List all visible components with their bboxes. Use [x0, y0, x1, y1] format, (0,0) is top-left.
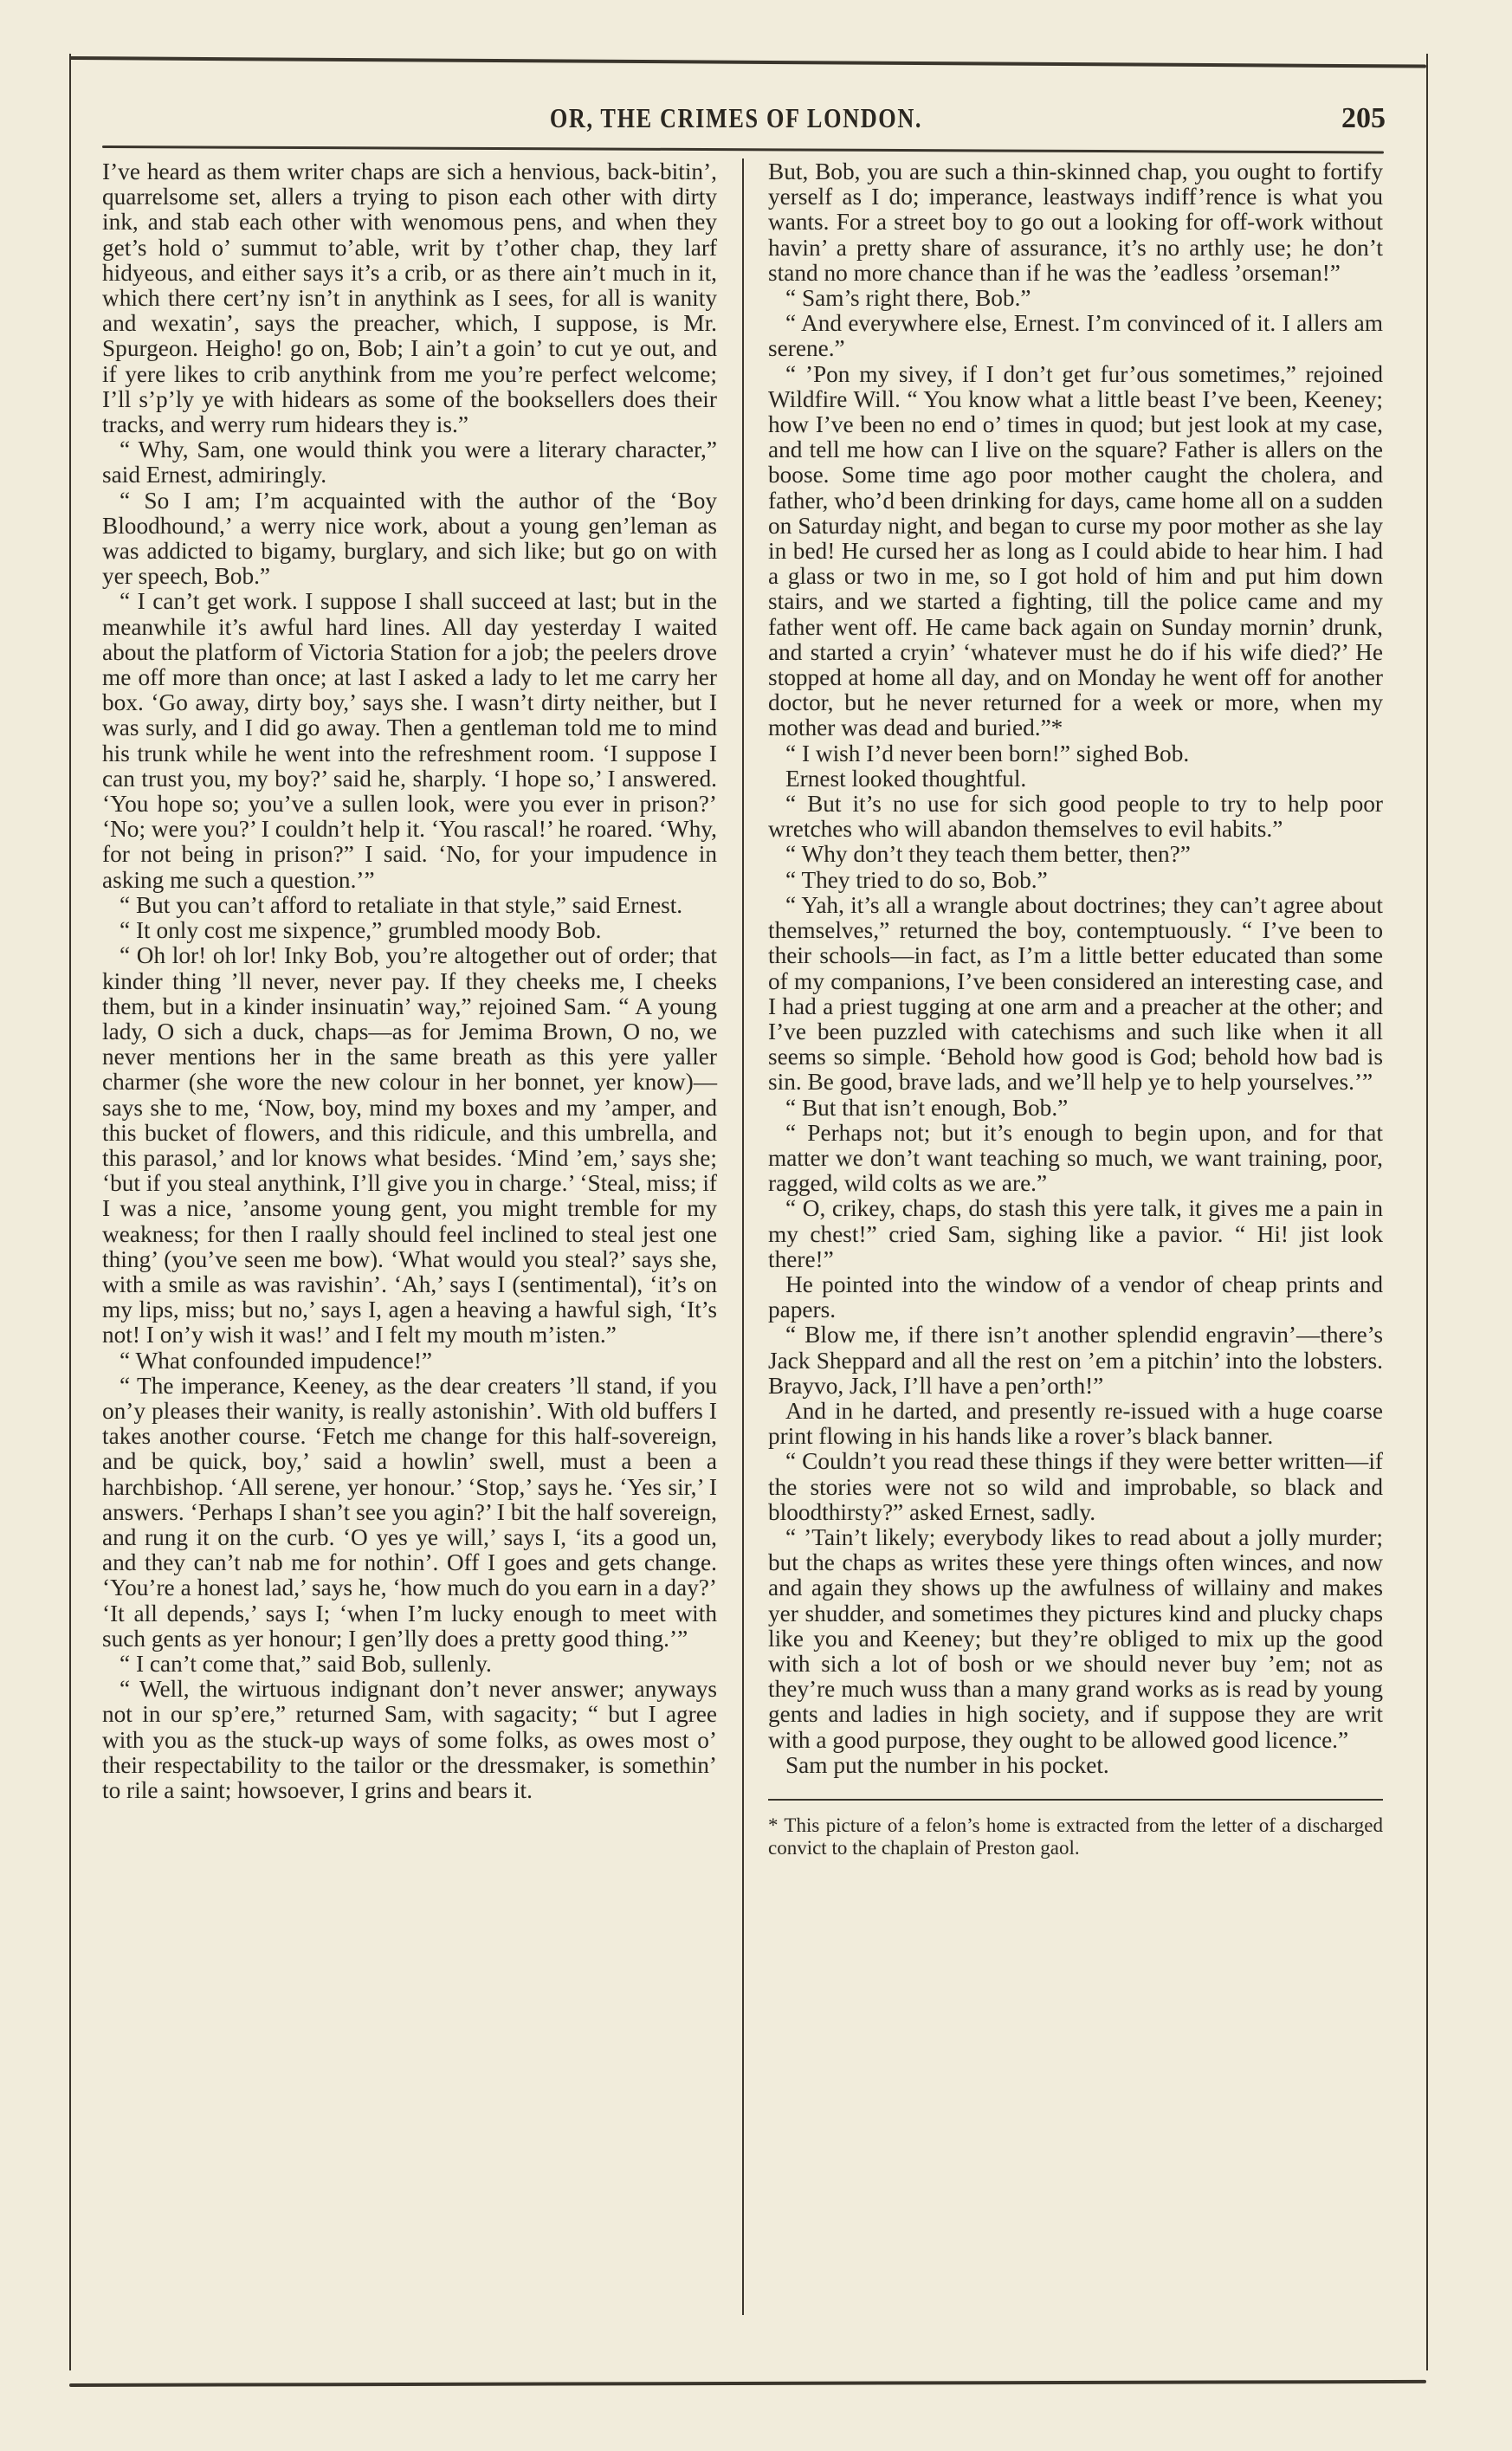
paragraph: “ What confounded impudence!” [120, 1347, 433, 1374]
footnote-rule [768, 1799, 1383, 1801]
paragraph: “ Blow me, if there isn’t another splendid engravin’—there’s Jack Sheppard and all the rest on ’em a pitchin’ into the lobsters. Brayvo, Jack, I’ll have a pen’orth!” [768, 1322, 1383, 1399]
paragraph: “ And everywhere else, Ernest. I’m convinced of it. I allers am serene.” [768, 310, 1383, 362]
right-column [768, 159, 1383, 1859]
paragraph: “ ’Tain’t likely; everybody likes to read about a jolly murder; but the chaps as writes these yere things often winces, and now and again they shows up the awfulness of willainy and makes yer shudder, and sometimes they pictures kind and plucky chaps like you and Keeney; but they’re obliged to mix up the good with sich a lot of bosh or we should never buy ’em; not as they’re much wuss than a many grand works as is read by young gents and ladies in high society, and if suppose they are writ with a good purpose, they ought to be allowed good licence.” [768, 1523, 1383, 1753]
paragraph: “ ’Pon my sivey, if I don’t get fur’ous sometimes,” rejoined Wildfire Will. “ You know what a little beast I’ve been, Keeney; how I’ve been no end o’ times in quod; but jest look at my case, and tell me how can I live on the square? Father is allers on the boose. Some time ago poor mother caught the cholera, and father, who’d been drinking for days, came home all on a sudden on Saturday night, and began to curse my poor mother as she lay in bed! He cursed her as long as I could abide to hear him. I had a glass or two in me, so I got hold of him and put him down stairs, and we started a fighting, till the police came and my father went off. He came back again on Sunday mornin’ drunk, and started a cryin’ ‘whatever must he do if his wife died?’ He stopped at home all day, and on Monday he went off for another doctor, but he never returned for a week or more, when my mother was dead and buried.”* [768, 360, 1383, 741]
paragraph: “ Sam’s right there, Bob.” [785, 285, 1031, 312]
paragraph: “ So I am; I’m acquainted with the author of the ‘Boy Bloodhound,’ a werry nice work, about a young gen’leman as was addicted to bigamy, burglary, and sich like; but go on with yer speech, Bob.” [102, 487, 717, 590]
running-title: OR, THE CRIMES OF LONDON. [549, 102, 923, 133]
running-head [87, 102, 1386, 137]
paragraph: “ Oh lor! oh lor! Inky Bob, you’re altogether out of order; that kinder thing ’ll never, never pay. If they cheeks me, I cheeks them, but in a kinder insinuatin’ way,” rejoined Sam. “ A young lady, O sich a duck, chaps—as for Jemima Brown, O no, we never mentions her in the same breath as this yere yaller charmer (she wore the new colour in her bonnet, yer know)—says she to me, ‘Now, boy, mind my boxes and my ’amper, and this bucket of flowers, and this ridicule, and this umbrella, and this parasol,’ and lor knows what besides. ‘Mind ’em,’ says she; ‘but if you steal anythink, I’ll give you in charge.’ ‘Steal, miss; if I was a nice, ’ansome young gent, you might tremble for my weakness; for then I raally should feel inclined to steal jest one thing’ (you’ve seen me bow). ‘What would you steal?’ says she, with a smile as was ravishin’. ‘Ah,’ says I (sentimental), ‘it’s on my lips, miss; but no,’ says I, agen a heaving a hawful sigh, ‘It’s not! I on’y wish it was!’ and I felt my mouth m’isten.” [102, 942, 717, 1348]
paragraph: I’ve heard as them writer chaps are sich a henvious, back-bitin’, quarrelsome set, allers a trying to pison each other with dirty ink, and stab each other with wenomous pens, and when they get’s hold o’ summut to’able, writ by t’other chap, they larf hidyeous, and either says it’s a crib, or as there ain’t much in it, which there cert’ny isn’t in anythink as I sees, for all is wanity and wexatin’, says the preacher, which, I suppose, is Mr. Spurgeon. Heigho! go on, Bob; I ain’t a goin’ to cut ye out, and if yere likes to crib anythink from me you’re perfect welcome; I’ll s’p’ly ye with hidears as some of the booksellers does their tracks, and werry rum hidears they is.” [102, 158, 717, 438]
page-number: 205 [1341, 102, 1386, 134]
paragraph: “ But that isn’t enough, Bob.” [785, 1094, 1069, 1121]
column-divider [742, 158, 744, 2315]
paragraph: Sam put the number in his pocket. [785, 1751, 1109, 1778]
paragraph: “ But it’s no use for sich good people to try to help poor wretches who will abandon themselves to evil habits.” [768, 791, 1383, 843]
paragraph: Ernest looked thoughtful. [785, 765, 1027, 792]
paragraph: But, Bob, you are such a thin-skinned chap, you ought to fortify yerself as I do; imperance, leastways indiff’rence is what you wants. For a street boy to go out a looking for off-work without havin’ a pretty share of assurance, it’s no arthly use; he don’t stand no more chance than if he was the ’eadless ’orseman!” [768, 158, 1383, 286]
paragraph: “ I wish I’d never been born!” sighed Bob. [785, 740, 1190, 766]
paragraph: “ They tried to do so, Bob.” [785, 866, 1048, 893]
paragraph: He pointed into the window of a vendor of cheap prints and papers. [768, 1271, 1383, 1323]
paragraph: “ Why, Sam, one would think you were a literary character,” said Ernest, admiringly. [102, 437, 717, 488]
footnote: * This picture of a felon’s home is extracted from the letter of a discharged convict to the chaplain of Preston gaol. [768, 1814, 1383, 1859]
paragraph: “ Why don’t they teach them better, then?” [785, 841, 1191, 868]
paragraph: “ Well, the wirtuous indignant don’t never answer; anyways not in our sp’ere,” returned Sam, with sagacity; “ but I agree with you as the stuck-up ways of some folks, as owes most o’ their respectability to the tailor or the dressmaker, is somethin’ to rile a saint; howsoever, I grins and bears it. [102, 1676, 717, 1803]
right-column-body [768, 159, 1383, 1778]
paragraph: “ The imperance, Keeney, as the dear creaters ’ll stand, if you on’y pleases their wanity, is really astonishin’. With old buffers I takes another course. ‘Fetch me change for this half-sovereign, and be quick, boy,’ said a howlin’ swell, must a been a harchbishop. ‘All serene, yer honour.’ ‘Stop,’ says he. ‘Yes sir,’ I answers. ‘Perhaps I shan’t see you agin?’ I bit the half sovereign, and rung it on the curb. ‘O yes ye will,’ says I, ‘its a good un, and they can’t nab me for nothin’. Off I goes and gets change. ‘You’re a honest lad,’ says he, ‘how much do you earn in a day?’ ‘It all depends,’ says I; ‘when I’m lucky enough to meet with such gents as yer honour; I gen’lly does a pretty good thing.’” [102, 1372, 717, 1652]
bottom-rule [69, 2380, 1426, 2387]
paragraph: “ Perhaps not; but it’s enough to begin upon, and for that matter we don’t want teaching so much, we want training, poor, ragged, wild colts as we are.” [768, 1119, 1383, 1197]
paragraph: “ I can’t get work. I suppose I shall succeed at last; but in the meanwhile it’s awful hard lines. All day yesterday I waited about the platform of Victoria Station for a job; the peelers drove me off more than once; at last I asked a lady to let me carry her box. ‘Go away, dirty boy,’ says she. I wasn’t dirty neither, but I was surly, and I did go away. Then a gentleman told me to mind his trunk while he went into the refreshment room. ‘I suppose I can trust you, my boy?’ said he, sharply. ‘I hope so,’ I answered. ‘You hope so; you’ve a sullen look, were you ever in prison?’ ‘No; were you?’ I couldn’t help it. ‘You rascal!’ he roared. ‘Why, for not being in prison?” I said. ‘No, for your impudence in asking me such a question.’” [102, 588, 717, 893]
left-column [102, 159, 717, 1803]
paragraph: “ It only cost me sixpence,” grumbled moody Bob. [120, 917, 602, 944]
paragraph: “ But you can’t afford to retaliate in that style,” said Ernest. [120, 891, 683, 918]
paragraph: “ Yah, it’s all a wrangle about doctrines; they can’t agree about themselves,” returned the boy, contemptuously. “ I’ve been to their schools—in fact, as I’m a little better educated than some of my companions, I’ve been considered an interesting case, and I had a priest tugging at one arm and a preacher at the other; and I’ve been puzzled with catechisms and such like when it all seems so simple. ‘Behold how good is God; behold how bad is sin. Be good, brave lads, and we’ll help ye to help yourselves.’” [768, 891, 1383, 1096]
paragraph: “ Couldn’t you read these things if they were better written—if the stories were not so wild and improbable, so black and bloodthirsty?” asked Ernest, sadly. [768, 1448, 1383, 1525]
paragraph: And in he darted, and presently re-issued with a huge coarse print flowing in his hands like a rover’s black banner. [768, 1397, 1383, 1450]
paragraph: “ O, crikey, chaps, do stash this yere talk, it gives me a pain in my chest!” cried Sam, sighing like a pavior. “ Hi! jist look there!” [768, 1195, 1383, 1272]
paragraph: “ I can’t come that,” said Bob, sullenly. [120, 1650, 492, 1677]
